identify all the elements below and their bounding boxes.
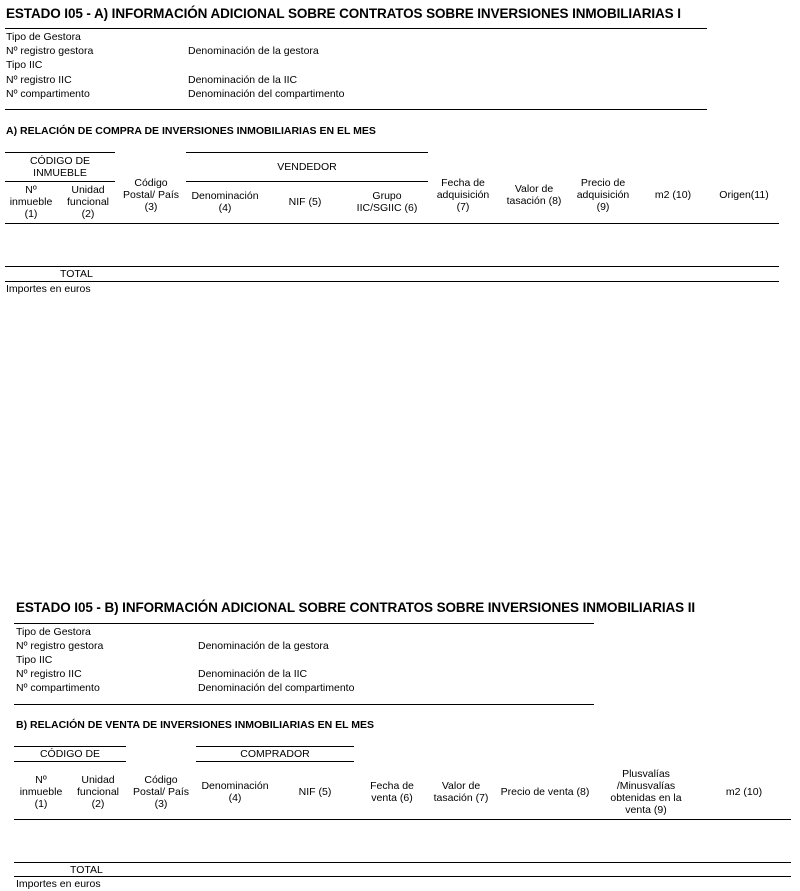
header-bottom-line	[5, 223, 779, 224]
column-header: Valor de tasación (8)	[506, 183, 562, 207]
denominacion-iic-label: Denominación de la IIC	[198, 668, 308, 680]
divider	[5, 109, 707, 110]
column-header: Fecha de adquisición (7)	[436, 177, 490, 213]
tipo-iic-label: Tipo IIC	[16, 654, 53, 666]
column-header: NIF (5)	[298, 786, 332, 798]
column-header: Código Postal/ País (3)	[122, 177, 180, 213]
registro-iic-label: Nº registro IIC	[16, 668, 82, 680]
section-b-title: ESTADO I05 - B) INFORMACIÓN ADICIONAL SOBRE CONTRATOS SOBRE INVERSIONES INMOBILIARIAS II	[16, 600, 695, 615]
column-header: m2 (10)	[725, 786, 763, 798]
column-header: Precio de venta (8)	[500, 786, 590, 798]
group-header-comprador: COMPRADOR	[240, 748, 310, 760]
compartimento-label: Nº compartimento	[16, 682, 100, 694]
divider	[14, 623, 594, 624]
tipo-iic-label: Tipo IIC	[6, 59, 43, 71]
column-header: Plusvalías /Minusvalías obtenidas en la venta (9)	[610, 768, 682, 816]
header-bottom-line	[14, 819, 791, 820]
denominacion-gestora-label: Denominación de la gestora	[198, 640, 329, 652]
group-line	[196, 761, 354, 762]
total-label: TOTAL	[70, 864, 103, 876]
denominacion-compartimento-label: Denominación del compartimento	[198, 682, 355, 694]
section-a-title: ESTADO I05 - A) INFORMACIÓN ADICIONAL SOBRE CONTRATOS SOBRE INVERSIONES INMOBILIARIAS I	[6, 6, 681, 21]
total-top-line	[5, 266, 779, 267]
column-header: Origen(11)	[719, 189, 769, 201]
importes-note: Importes en euros	[6, 283, 91, 295]
total-bottom-line	[5, 281, 779, 282]
group-header-codigo: CÓDIGO DE	[39, 748, 101, 760]
column-header: Denominación (4)	[201, 780, 269, 804]
divider	[14, 704, 594, 705]
denominacion-iic-label: Denominación de la IIC	[188, 74, 298, 86]
column-header: Valor de tasación (7)	[433, 780, 489, 804]
denominacion-gestora-label: Denominación de la gestora	[188, 45, 319, 57]
compartimento-label: Nº compartimento	[6, 88, 90, 100]
total-top-line	[14, 862, 791, 863]
registro-gestora-label: Nº registro gestora	[6, 45, 94, 57]
group-header-vendedor: VENDEDOR	[277, 161, 337, 173]
total-bottom-line	[14, 876, 791, 877]
column-header: Unidad funcional (2)	[66, 184, 110, 220]
column-header: Nº inmueble (1)	[9, 184, 53, 220]
registro-gestora-label: Nº registro gestora	[16, 640, 104, 652]
importes-note: Importes en euros	[16, 878, 101, 890]
tipo-gestora-label: Tipo de Gestora	[6, 31, 81, 43]
denominacion-compartimento-label: Denominación del compartimento	[188, 88, 345, 100]
column-header: Unidad funcional (2)	[76, 774, 120, 810]
column-header: Nº inmueble (1)	[19, 774, 63, 810]
column-header: Denominación (4)	[191, 190, 259, 214]
column-header: m2 (10)	[654, 189, 692, 201]
divider	[5, 28, 707, 29]
tipo-gestora-label: Tipo de Gestora	[16, 626, 91, 638]
column-header: Fecha de venta (6)	[370, 780, 414, 804]
column-header: Código Postal/ País (3)	[132, 774, 190, 810]
group-line	[14, 761, 126, 762]
column-header: Grupo IIC/SGIIC (6)	[356, 190, 418, 214]
group-header-codigo-inmueble: CÓDIGO DE INMUEBLE	[29, 155, 91, 179]
registro-iic-label: Nº registro IIC	[6, 74, 72, 86]
column-header: Precio de adquisición (9)	[576, 177, 630, 213]
total-label: TOTAL	[60, 268, 93, 280]
column-header: NIF (5)	[288, 196, 322, 208]
section-b-subtitle: B) RELACIÓN DE VENTA DE INVERSIONES INMOBILIARIAS EN EL MES	[16, 719, 375, 731]
section-a-subtitle: A) RELACIÓN DE COMPRA DE INVERSIONES INMOBILIARIAS EN EL MES	[6, 125, 376, 137]
